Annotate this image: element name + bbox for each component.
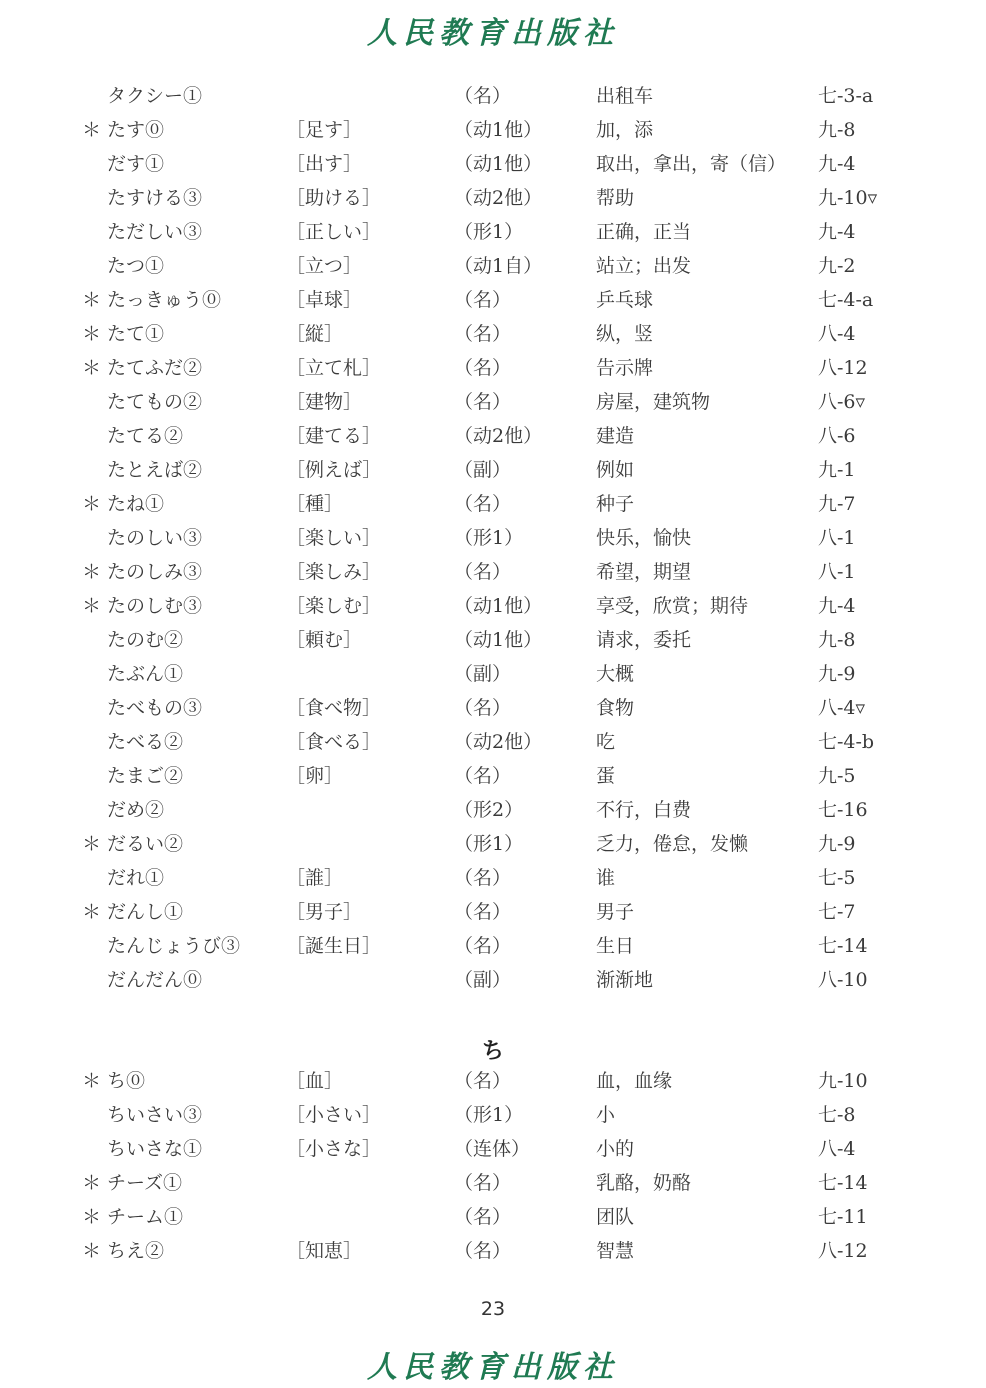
entry-star: ＊ [82, 493, 102, 515]
entry-lesson: 九-9 [818, 833, 856, 855]
entry-pos: （动1他） [454, 119, 543, 141]
entry-meaning: 房屋，建筑物 [596, 391, 711, 413]
vocabulary-entry [0, 385, 986, 419]
entry-reading: チーズ① [107, 1172, 183, 1194]
entry-pos: （形1） [454, 1104, 524, 1126]
entry-kanji: ［例えば］ [286, 459, 382, 481]
entry-reading: たつ① [107, 255, 165, 277]
entry-pos: （动1他） [454, 629, 543, 651]
entry-pos: （名） [454, 1206, 512, 1228]
entry-reading: ちいさな① [107, 1138, 203, 1160]
entry-pos: （名） [454, 935, 512, 957]
entry-reading: ち⓪ [107, 1070, 146, 1092]
entry-lesson: 九-1 [818, 459, 856, 481]
entry-lesson: 七-16 [818, 799, 868, 821]
entry-meaning: 加，添 [596, 119, 654, 141]
entry-lesson: 九-8 [818, 119, 856, 141]
entry-kanji: ［誕生日］ [286, 935, 382, 957]
entry-reading: たぶん① [107, 663, 184, 685]
entry-meaning: 希望，期望 [596, 561, 692, 583]
entry-lesson: 九-9 [818, 663, 856, 685]
entry-star: ＊ [82, 1172, 102, 1194]
entry-kanji: ［知恵］ [286, 1240, 363, 1262]
entry-pos: （动2他） [454, 187, 543, 209]
entry-pos: （连体） [454, 1138, 531, 1160]
entry-reading: たて① [107, 323, 165, 345]
entry-lesson: 八-6 [818, 425, 856, 447]
entry-lesson: 九-10 [818, 1070, 868, 1092]
entry-lesson: 七-4-b [818, 731, 875, 753]
entry-kanji: ［楽しい］ [286, 527, 382, 549]
entry-pos: （名） [454, 1172, 512, 1194]
vocabulary-entry [0, 453, 986, 487]
entry-star: ＊ [82, 561, 102, 583]
entry-meaning: 小 [596, 1104, 616, 1126]
entry-star: ＊ [82, 323, 102, 345]
entry-reading: たのしい③ [107, 527, 203, 549]
section-heading-chi: ち [481, 1038, 504, 1064]
entry-lesson: 八-4 [818, 1138, 856, 1160]
entry-meaning: 谁 [596, 867, 616, 889]
entry-lesson: 七-5 [818, 867, 856, 889]
entry-reading: タクシー① [107, 85, 203, 107]
entry-kanji: ［卓球］ [286, 289, 363, 311]
vocabulary-entry [0, 1098, 986, 1132]
entry-reading: だめ② [107, 799, 165, 821]
entry-pos: （形1） [454, 833, 524, 855]
entry-pos: （名） [454, 1070, 512, 1092]
vocabulary-entry [0, 113, 986, 147]
entry-reading: だんし① [107, 901, 184, 923]
entry-meaning: 乒乓球 [596, 289, 654, 311]
entry-pos: （形1） [454, 221, 524, 243]
entry-pos: （名） [454, 323, 512, 345]
entry-lesson: 九-8 [818, 629, 856, 651]
entry-meaning: 蛋 [596, 765, 616, 787]
entry-kanji: ［正しい］ [286, 221, 382, 243]
publisher-logo-bottom: 人民教育出版社 [367, 1350, 619, 1385]
entry-reading: チーム① [107, 1206, 184, 1228]
entry-kanji: ［楽しみ］ [286, 561, 382, 583]
entry-meaning: 种子 [596, 493, 635, 515]
entry-lesson: 九-4 [818, 595, 856, 617]
entry-star: ＊ [82, 119, 102, 141]
entry-meaning: 不行，白费 [596, 799, 692, 821]
entry-reading: たとえば② [107, 459, 203, 481]
entry-lesson: 八-10 [818, 969, 868, 991]
entry-star: ＊ [82, 289, 102, 311]
entry-lesson: 七-8 [818, 1104, 856, 1126]
entry-meaning: 渐渐地 [596, 969, 654, 991]
vocabulary-entry [0, 555, 986, 589]
entry-star: ＊ [82, 595, 102, 617]
vocabulary-entry [0, 589, 986, 623]
entry-pos: （名） [454, 901, 512, 923]
entry-star: ＊ [82, 1240, 102, 1262]
entry-meaning: 乏力，倦怠，发懒 [596, 833, 749, 855]
entry-pos: （动1他） [454, 153, 543, 175]
entry-meaning: 正确，正当 [596, 221, 692, 243]
entry-lesson: 九-4 [818, 221, 856, 243]
entry-kanji: ［小さい］ [286, 1104, 382, 1126]
vocabulary-entry [0, 487, 986, 521]
entry-reading: たす⓪ [107, 119, 165, 141]
vocabulary-entry [0, 249, 986, 283]
entry-pos: （名） [454, 867, 512, 889]
entry-pos: （动2他） [454, 425, 543, 447]
entry-reading: だれ① [107, 867, 165, 889]
entry-reading: ちいさい③ [107, 1104, 203, 1126]
vocabulary-entry [0, 759, 986, 793]
entry-star: ＊ [82, 901, 102, 923]
entry-pos: （副） [454, 969, 512, 991]
entry-meaning: 智慧 [596, 1240, 635, 1262]
vocabulary-entry [0, 1132, 986, 1166]
entry-meaning: 出租车 [596, 85, 654, 107]
vocabulary-entry [0, 419, 986, 453]
entry-reading: たてふだ② [107, 357, 203, 379]
entry-lesson: 九-2 [818, 255, 856, 277]
vocabulary-entry [0, 1166, 986, 1200]
entry-reading: たてもの② [107, 391, 203, 413]
entry-pos: （动1自） [454, 255, 543, 277]
entry-meaning: 取出，拿出，寄（信） [596, 153, 787, 175]
entry-reading: たっきゅう⓪ [107, 289, 222, 311]
entry-lesson: 八-1 [818, 527, 856, 549]
entry-reading: たべる② [107, 731, 184, 753]
entry-pos: （名） [454, 697, 512, 719]
entry-pos: （名） [454, 561, 512, 583]
page-number: 23 [480, 1298, 506, 1320]
entry-lesson: 八-6▿ [818, 391, 866, 413]
entry-lesson: 九-7 [818, 493, 856, 515]
vocabulary-entry [0, 79, 986, 113]
entry-lesson: 七-4-a [818, 289, 874, 311]
entry-reading: だんだん⓪ [107, 969, 203, 991]
vocabulary-entry [0, 147, 986, 181]
vocabulary-entry [0, 793, 986, 827]
entry-meaning: 生日 [596, 935, 635, 957]
entry-kanji: ［立つ］ [286, 255, 363, 277]
vocabulary-entry [0, 317, 986, 351]
entry-pos: （名） [454, 391, 512, 413]
entry-pos: （动2他） [454, 731, 543, 753]
entry-pos: （名） [454, 493, 512, 515]
entry-reading: たんじょうび③ [107, 935, 241, 957]
entry-meaning: 吃 [596, 731, 616, 753]
entry-kanji: ［食べ物］ [286, 697, 382, 719]
entry-kanji: ［男子］ [286, 901, 363, 923]
entry-meaning: 食物 [596, 697, 635, 719]
entry-reading: たのしむ③ [107, 595, 203, 617]
entry-lesson: 七-11 [818, 1206, 868, 1228]
entry-meaning: 例如 [596, 459, 635, 481]
entry-reading: たてる② [107, 425, 184, 447]
vocabulary-entry [0, 827, 986, 861]
entry-reading: たすける③ [107, 187, 203, 209]
entry-kanji: ［足す］ [286, 119, 363, 141]
entry-pos: （形2） [454, 799, 524, 821]
entry-lesson: 八-4 [818, 323, 856, 345]
entry-meaning: 大概 [596, 663, 635, 685]
entry-kanji: ［卵］ [286, 765, 344, 787]
entry-lesson: 八-12 [818, 1240, 868, 1262]
vocabulary-entry [0, 929, 986, 963]
entry-reading: たべもの③ [107, 697, 203, 719]
entry-meaning: 快乐，愉快 [596, 527, 692, 549]
entry-reading: だるい② [107, 833, 184, 855]
vocabulary-entry [0, 861, 986, 895]
entry-meaning: 血，血缘 [596, 1070, 673, 1092]
vocabulary-entry [0, 657, 986, 691]
entry-meaning: 男子 [596, 901, 635, 923]
vocabulary-entry [0, 623, 986, 657]
entry-reading: ちえ② [107, 1240, 165, 1262]
entry-pos: （动1他） [454, 595, 543, 617]
entry-kanji: ［建てる］ [286, 425, 382, 447]
entry-meaning: 团队 [596, 1206, 635, 1228]
entry-kanji: ［頼む］ [286, 629, 363, 651]
entry-reading: たのしみ③ [107, 561, 203, 583]
entry-meaning: 享受，欣赏；期待 [596, 595, 749, 617]
entry-pos: （名） [454, 1240, 512, 1262]
entry-meaning: 纵，竖 [596, 323, 654, 345]
entry-star: ＊ [82, 1206, 102, 1228]
entry-kanji: ［助ける］ [286, 187, 382, 209]
vocabulary-entry [0, 351, 986, 385]
entry-lesson: 八-12 [818, 357, 868, 379]
entry-kanji: ［立て札］ [286, 357, 382, 379]
entry-kanji: ［食べる］ [286, 731, 382, 753]
entry-lesson: 九-4 [818, 153, 856, 175]
entry-pos: （名） [454, 765, 512, 787]
vocabulary-entry [0, 521, 986, 555]
vocabulary-entry [0, 963, 986, 997]
entry-kanji: ［誰］ [286, 867, 344, 889]
entry-meaning: 帮助 [596, 187, 635, 209]
entry-meaning: 站立；出发 [596, 255, 692, 277]
entry-pos: （名） [454, 289, 512, 311]
entry-meaning: 建造 [596, 425, 635, 447]
entry-meaning: 告示牌 [596, 357, 654, 379]
entry-reading: たまご② [107, 765, 184, 787]
entry-kanji: ［種］ [286, 493, 344, 515]
vocabulary-entry [0, 215, 986, 249]
entry-kanji: ［出す］ [286, 153, 363, 175]
entry-reading: たね① [107, 493, 165, 515]
entry-lesson: 九-5 [818, 765, 856, 787]
entry-reading: だす① [107, 153, 165, 175]
entry-pos: （副） [454, 459, 512, 481]
vocabulary-entry [0, 691, 986, 725]
entry-reading: ただしい③ [107, 221, 203, 243]
vocabulary-entry [0, 181, 986, 215]
entry-pos: （名） [454, 85, 512, 107]
entry-pos: （副） [454, 663, 512, 685]
entry-meaning: 小的 [596, 1138, 635, 1160]
entry-kanji: ［縦］ [286, 323, 344, 345]
entry-kanji: ［小さな］ [286, 1138, 382, 1160]
entry-lesson: 九-10▿ [818, 187, 878, 209]
vocabulary-entry [0, 1234, 986, 1268]
entry-lesson: 七-3-a [818, 85, 874, 107]
vocabulary-entry [0, 725, 986, 759]
entry-kanji: ［建物］ [286, 391, 363, 413]
entry-reading: たのむ② [107, 629, 184, 651]
vocabulary-entry [0, 895, 986, 929]
entry-lesson: 八-4▿ [818, 697, 866, 719]
entry-lesson: 七-7 [818, 901, 856, 923]
entry-kanji: ［血］ [286, 1070, 344, 1092]
entry-star: ＊ [82, 357, 102, 379]
vocabulary-entry [0, 283, 986, 317]
vocabulary-entry [0, 1200, 986, 1234]
publisher-logo-top: 人民教育出版社 [367, 16, 619, 51]
entry-star: ＊ [82, 833, 102, 855]
entry-meaning: 乳酪，奶酪 [596, 1172, 692, 1194]
entry-lesson: 七-14 [818, 1172, 868, 1194]
entry-pos: （名） [454, 357, 512, 379]
vocabulary-entry [0, 1064, 986, 1098]
entry-star: ＊ [82, 1070, 102, 1092]
entry-kanji: ［楽しむ］ [286, 595, 382, 617]
entry-lesson: 七-14 [818, 935, 868, 957]
entry-pos: （形1） [454, 527, 524, 549]
entry-lesson: 八-1 [818, 561, 856, 583]
entry-meaning: 请求，委托 [596, 629, 692, 651]
